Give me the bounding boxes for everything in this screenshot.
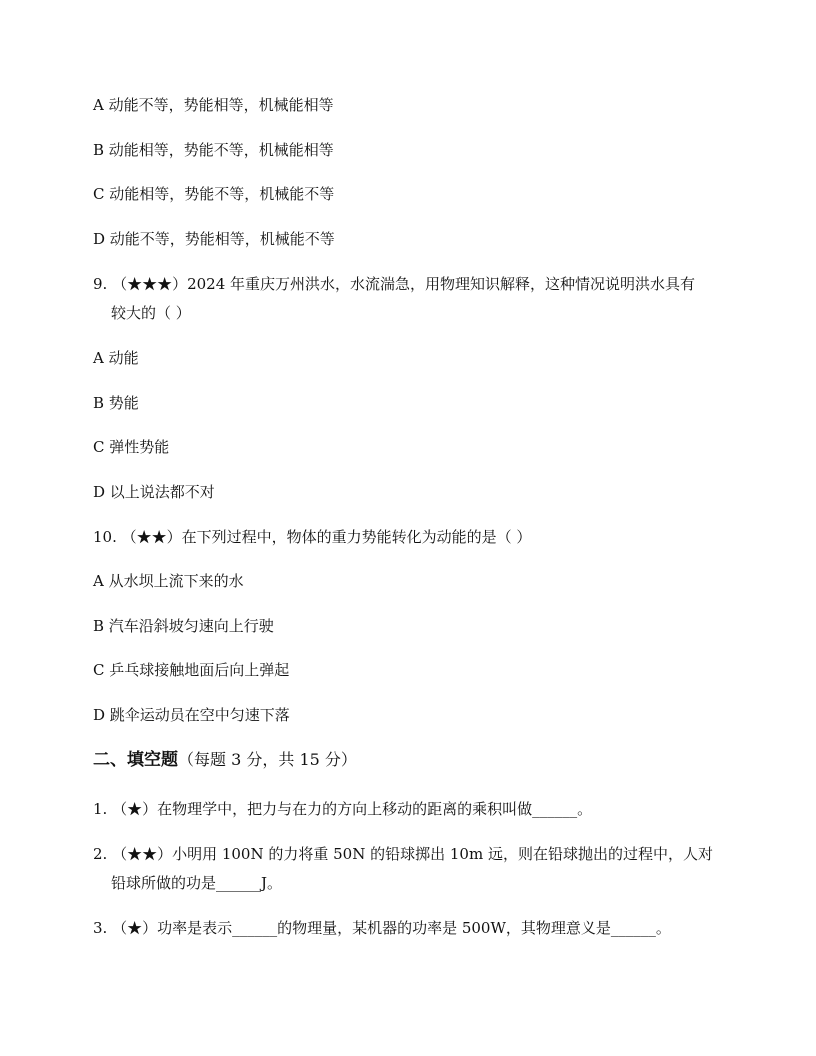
q9-option-a: A 动能 (93, 349, 139, 367)
section-heading (93, 749, 357, 771)
fill-q2-line1: 2. （★★）小明用 100N 的力将重 50N 的铅球掷出 10m 远，则在铅球抛出的过程中，人对 (93, 845, 713, 863)
q9-stem-line2: 较大的（ ） (111, 304, 191, 322)
q10-stem: 10. （★★）在下列过程中，物体的重力势能转化为动能的是（ ） (93, 528, 532, 546)
q10-option-a: A 从水坝上流下来的水 (93, 572, 244, 590)
q8-option-b: B 动能相等，势能不等，机械能相等 (93, 141, 334, 159)
q9-stem-line1: 9. （★★★）2024 年重庆万州洪水，水流湍急，用物理知识解释，这种情况说明洪水具有 (93, 275, 696, 293)
q9-option-c: C 弹性势能 (93, 438, 170, 456)
section-note: （每题 3 分，共 15 分） (178, 750, 357, 769)
section-title: 二、填空题 (93, 750, 178, 770)
fill-q3: 3. （★）功率是表示______的物理量，某机器的功率是 500W，其物理意义是______。 (93, 919, 671, 937)
q9-option-d: D 以上说法都不对 (93, 483, 215, 501)
q8-option-a: A 动能不等，势能相等，机械能相等 (93, 96, 334, 114)
fill-q1: 1. （★）在物理学中，把力与在力的方向上移动的距离的乘积叫做______。 (93, 800, 593, 818)
q10-option-b: B 汽车沿斜坡匀速向上行驶 (93, 617, 274, 635)
q9-option-b: B 势能 (93, 394, 139, 412)
q8-option-d: D 动能不等，势能相等，机械能不等 (93, 230, 335, 248)
q10-option-c: C 乒乓球接触地面后向上弹起 (93, 661, 290, 679)
q10-option-d: D 跳伞运动员在空中匀速下落 (93, 706, 290, 724)
fill-q2-line2: 铅球所做的功是______J。 (111, 874, 283, 892)
q8-option-c: C 动能相等，势能不等，机械能不等 (93, 185, 335, 203)
